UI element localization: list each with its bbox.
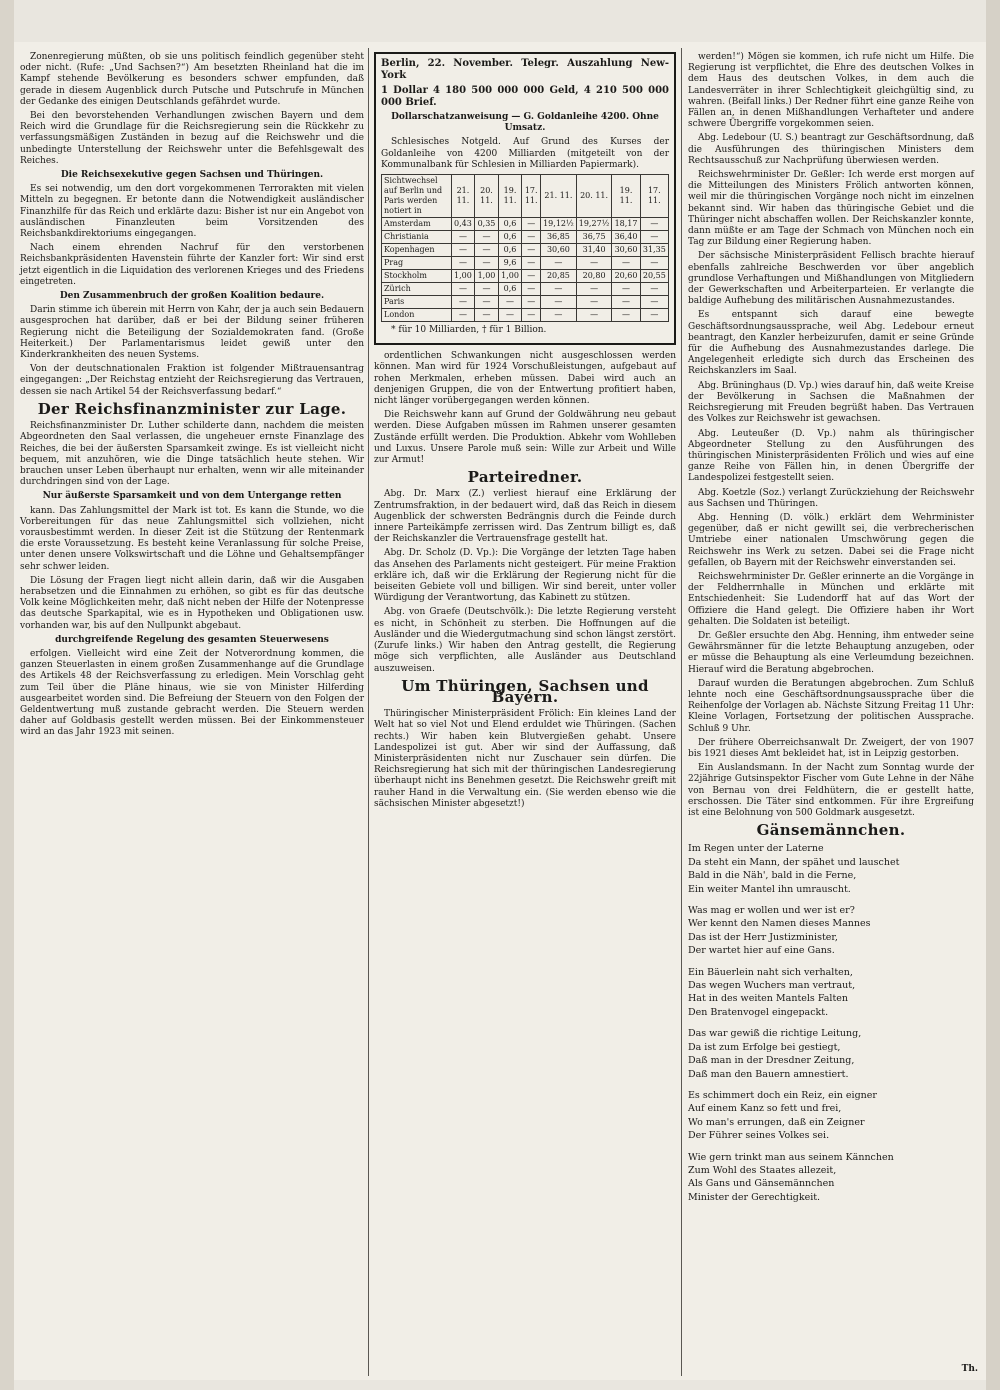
article-text: Von der deutschnationalen Fraktion ist folgender Mißtrauensantrag eingegangen: „Der Reichstag entzieht der Reichsregierung das Vertrauen, dessen sie nach Artikel 54 der Reichsverfassung bedarf.“ [20, 364, 364, 397]
exchange-headline: Berlin, 22. November. Telegr. Auszahlung New-York [381, 58, 669, 81]
table-cell: 1,00 [498, 270, 522, 283]
poem-line: Das wegen Wuchers man vertraut, [688, 980, 856, 992]
exchange-subline: Dollarschatzanweisung — G. Goldanleihe 4200. Ohne Umsatz. [391, 112, 659, 134]
column-left [20, 52, 364, 742]
poem-line: Ein weiter Mantel ihn umrauscht. [688, 883, 851, 895]
poem-line: Den Bratenvogel eingepackt. [688, 1006, 829, 1018]
table-cell: — [576, 257, 612, 270]
table-cell: — [522, 231, 541, 244]
article-text: kann. Das Zahlungsmittel der Mark ist tot. Es kann die Stunde, wo die Vorbereitungen für das neue Zahlungsmittel sich vollziehen, nicht vorausbestimmt werden. In dieser Zeit ist die Stützung der Rentenmark die erste Voraussetzung. Es besteht keine Veranlassung für solche Preise, unter denen unsere Volkswirtschaft und die Löhne und Gehaltsempfänger sehr schwer leiden. [20, 505, 364, 572]
table-cell: 0,6 [498, 244, 522, 257]
article-text: Dr. Geßler ersuchte den Abg. Henning, ihm entweder seine Gewährsmänner für die letzte Behauptung anzugeben, oder er müsse die Behauptung als eine Verleumdung bezeichnen. Hierauf wird die Beratung abgebrochen. [688, 630, 974, 675]
table-cell: — [522, 244, 541, 257]
section-headline: Der Reichsfinanzminister zur Lage. [37, 399, 347, 418]
poem-line: Hat in des weiten Mantels Falten [688, 993, 849, 1005]
table-cell: 20,80 [576, 270, 612, 283]
poem-line: Das war gewiß die richtige Leitung, [688, 1028, 862, 1040]
article-text: Abg. Ledebour (U. S.) beantragt zur Geschäftsordnung, daß die Ausführungen des thüringischen Ministers dem Rechtsausschuß zur Nachprüfung überwiesen werden. [688, 133, 974, 166]
article-text: Reichswehrminister Dr. Geßler erinnerte an die Vorgänge in der Feldherrnhalle in München und erklärte mit Entschiedenheit: Sie Ludendorff hat auf das Wort der Offiziere die Hand gelegt. Die Offiziere haben ihr Wort gehalten. Die Soldaten ist beteiligt. [688, 571, 974, 627]
table-header-cell: 21. 11. [541, 175, 577, 218]
article-text: Darin stimme ich überein mit Herrn von Kahr, der ja auch sein Bedauern ausgesprochen hat darüber, daß er bei der Bildung seiner früheren Regierung nicht die Beteiligung der Sozialdemokraten fand. (Große Heiterkeit.) Der Parlamentarismus leidet gewiß unter den Kinderkrankheiten des neuen Systems. [20, 305, 364, 361]
poem-line: Auf einem Kanz so fett und frei, [688, 1103, 842, 1115]
table-header-cell: Sichtwechsel auf Berlin und Paris werden notiert in [382, 175, 452, 218]
poem-line: Bald in die Näh', bald in die Ferne, [688, 870, 857, 882]
table-cell: — [451, 309, 475, 322]
table-cell: — [640, 283, 668, 296]
table-cell: — [522, 218, 541, 231]
column-middle [374, 52, 676, 813]
table-cell: — [576, 309, 612, 322]
article-text: Abg. Dr. Scholz (D. Vp.): Die Vorgänge der letzten Tage haben das Ansehen des Parlaments nicht gesteigert. Für meine Fraktion erkläre ich, daß wir die Erklärung der Regierung nicht für die beiseiten Gebiete voll und billigen. Wir sind bereit, unter voller Würdigung der Verantwortung, das Kabinett zu stützen. [374, 548, 676, 604]
right-page-edge [986, 0, 1000, 1390]
table-cell: — [475, 309, 499, 322]
table-cell: 9,6 [498, 257, 522, 270]
subheading: durchgreifende Regelung des gesamten Steuerwesens [55, 634, 329, 645]
article-text: Die Lösung der Fragen liegt nicht allein darin, daß wir die Ausgaben herabsetzen und die Einnahmen zu erhöhen, so gibt es für das deutsche Volk keine Möglichkeiten mehr, daß nicht neben der Hilfe der Notenpresse das deutsche Sparkapital, wie es in Hypotheken und Obligationen usw. vorhanden war, bis auf den Nullpunkt abgebaut. [20, 575, 364, 631]
article-text: Zonenregierung müßten, ob sie uns politisch feindlich gegenüber steht oder nicht. (Rufe: „Und Sachsen?“) Am besetzten Rheinland hat die im Kampf stehende Bevölkerung es besonders schwer empfunden, daß gerade in diesem Augenblick durch Putsche und Putschrufe in München der Gedanke des einigen Deutschlands gefährdet wurde. [20, 52, 364, 107]
table-cell: — [522, 309, 541, 322]
article-text: Darauf wurden die Beratungen abgebrochen. Zum Schluß lehnte noch eine Geschäftsordnungsaussprache über die Reihenfolge der Vorlagen ab. Nächste Sitzung Freitag 11 Uhr: Kleine Vorlagen, Fortsetzung der politischen Aussprache. Schluß 9 Uhr. [688, 678, 974, 734]
table-cell: 36,40 [612, 231, 640, 244]
table-cell: — [451, 244, 475, 257]
table-cell: — [612, 296, 640, 309]
table-row [382, 270, 669, 283]
table-row [382, 283, 669, 296]
table-cell: Kopenhagen [382, 244, 452, 257]
table-cell: 0,43 [451, 218, 475, 231]
table-cell: — [451, 283, 475, 296]
article-text: Abg. Leuteußer (D. Vp.) nahm als thüringischer Abgeordneter Stellung zu den Ausführungen des thüringischen Ministerpräsidenten Frölich und wies auf eine ganze Reihe von Fällen hin, in denen Übergriffe der Landespolizei festgestellt seien. [688, 428, 974, 484]
column-rule [681, 48, 682, 1376]
table-cell: — [522, 283, 541, 296]
article-text: Die Reichswehr kann auf Grund der Goldwährung neu gebaut werden. Diese Aufgaben müssen im Rahmen unserer gesamten Zustände erfüllt werden. Die Produktion. Abkehr vom Wohlleben und Luxus. Unsere Parole muß sein: Wille zur Arbeit und Wille zur Armut! [374, 410, 676, 466]
table-cell: — [541, 296, 577, 309]
table-cell: — [475, 231, 499, 244]
article-text: Es entspannt sich darauf eine bewegte Geschäftsordnungsaussprache, weil Abg. Ledebour erneut beantragt, den Kanzler herbeizurufen, damit er seine Gründe für die Aufhebung des Ausnahmezustandes darlege. Die Angelegenheit erledigte sich durch das Erscheinen des Reichskanzlers im Saal. [688, 310, 974, 377]
table-header-cell: 20. 11. [576, 175, 612, 218]
exchange-text: Schlesisches Notgeld. Auf Grund des Kurses der Goldanleihe von 4200 Milliarden (mitgeteilt von der Kommunalbank für Schlesien in Milliarden Papiermark). [381, 137, 669, 170]
table-cell: Amsterdam [382, 218, 452, 231]
subheading: Die Reichsexekutive gegen Sachsen und Thüringen. [60, 170, 324, 181]
table-cell: — [576, 283, 612, 296]
poem-line: Wo man's errungen, daß ein Zeigner [688, 1116, 865, 1128]
article-text: Abg. von Graefe (Deutschvölk.): Die letzte Regierung versteht es nicht, in Schönheit zu sterben. Die Hoffnungen auf die Ausländer und die Wiedergutmachung sind schon längst zerstört. (Zurufe links.) Wir haben den Antrag gestellt, die Regierung möge sich verpflichten, alle Ausländer aus Deutschland auszuweisen. [374, 607, 676, 674]
table-cell: — [475, 244, 499, 257]
table-row [382, 309, 669, 322]
section-headline: Parteiredner. [467, 468, 583, 487]
article-text: Bei den bevorstehenden Verhandlungen zwischen Bayern und dem Reich wird die Grundlage für die Reichsregierung sein die Rückkehr zu verfassungsmäßigen Zuständen in bezug auf die Reichswehr und die unbedingte Unterstellung der Reichswehr unter die Befehlsgewalt des Reiches. [20, 111, 364, 166]
table-cell: — [640, 231, 668, 244]
poem-line: Als Gans und Gänsemännchen [688, 1178, 835, 1190]
table-cell: — [451, 257, 475, 270]
poem-line: Da ist zum Erfolge bei gestiegt, [688, 1041, 841, 1053]
table-cell: — [451, 231, 475, 244]
poem [688, 842, 974, 1204]
article-text: Abg. Koetzle (Soz.) verlangt Zurückziehung der Reichswehr aus Sachsen und Thüringen. [688, 487, 974, 509]
poem-line: Daß man in der Dresdner Zeitung, [688, 1055, 855, 1067]
table-row [382, 231, 669, 244]
poem-stanza-gap [688, 1019, 974, 1027]
table-cell: — [475, 296, 499, 309]
article-text: Abg. Henning (D. völk.) erklärt dem Wehrminister gegenüber, daß er nicht gewillt sei, die verbrecherischen Umtriebe einer nationalen Umschwörung gegen die Reichswehr ins Werk zu setzen. Dabei sei die Frage nicht gefallen, ob Bayern mit der Reichswehr einverstanden sei. [688, 512, 974, 568]
table-cell: — [451, 296, 475, 309]
exchange-box [374, 52, 676, 345]
article-text: ordentlichen Schwankungen nicht ausgeschlossen werden können. Man wird für 1924 Vorschußleistungen, aufgebaut auf rohen Merkmalen, erheben müssen. Dabei wird auch an denjenigen Gruppen, die von der Entwertung profitiert haben, nicht länger vorübergegangen werden können. [374, 351, 676, 407]
exchange-table [381, 174, 669, 322]
table-cell: — [640, 218, 668, 231]
table-cell: — [498, 309, 522, 322]
table-cell: London [382, 309, 452, 322]
poem-line: Was mag er wollen und wer ist er? [688, 905, 855, 917]
section-headline: Gänsemännchen. [756, 821, 906, 840]
table-cell: 31,35 [640, 244, 668, 257]
left-page-edge [0, 0, 14, 1390]
table-cell: — [612, 283, 640, 296]
table-header-cell: 17. 11. [640, 175, 668, 218]
table-cell: Prag [382, 257, 452, 270]
table-header-row [382, 175, 669, 218]
table-cell: Paris [382, 296, 452, 309]
article-text: Thüringischer Ministerpräsident Frölich: Ein kleines Land der Welt hat so viel Not und Elend erduldet wie Thüringen. (Sachen rechts.) Wir haben kein Blutvergießen gehabt. Unsere Landespolizei ist gut. Aber wir sind der Auffassung, daß Ministerpräsidenten nicht nur Zuschauer sein dürfen. Die Reichsregierung hat sich mit der thüringischen Landesregierung überhaupt nicht ins Benehmen gesetzt. Die Reichswehr greift mit rauher Hand in die Verwaltung ein. (Sie werden ebenso wie die sächsischen Minister abgesetzt!) [374, 709, 676, 809]
article-text: werden!“) Mögen sie kommen, ich rufe nicht um Hilfe. Die Regierung ist verpflichtet, die Ehre des deutschen Volkes in dem Haus des deutschen Volkes, in dem auch die Landesverräter in ihrer Schlechtigkeit gleichgültig sind, zu wahren. (Beifall links.) Der Redner führt eine ganze Reihe von Fällen an, in denen Mißhandlungen Verhafteter und andere schwere Übergriffe vorgekommen seien. [688, 52, 974, 130]
poem-stanza-gap [688, 1143, 974, 1151]
subheading: Nur äußerste Sparsamkeit und von dem Untergange retten [42, 491, 342, 502]
table-header-cell: 20. 11. [475, 175, 499, 218]
article-text: Abg. Brüninghaus (D. Vp.) wies darauf hin, daß weite Kreise der Bevölkerung in Sachsen die Maßnahmen der Reichsregierung mit Freuden begrüßt haben. Das Vertrauen des Volkes zur Reichswehr ist gewachsen. [688, 380, 974, 425]
table-header-cell: 19. 11. [498, 175, 522, 218]
poem-line: Im Regen unter der Laterne [688, 843, 824, 855]
table-cell: — [498, 296, 522, 309]
table-cell: 0,6 [498, 283, 522, 296]
table-cell: — [640, 296, 668, 309]
subheading: Den Zusammenbruch der großen Koalition bedaure. [59, 291, 325, 302]
table-cell: 0,6 [498, 231, 522, 244]
table-cell: Christiania [382, 231, 452, 244]
table-cell: 31,40 [576, 244, 612, 257]
table-row [382, 296, 669, 309]
table-cell: 19,27½ [576, 218, 612, 231]
article-text: Der sächsische Ministerpräsident Fellisch brachte hierauf ebenfalls zahlreiche Beschwerden vor über angeblich grundlose Verhaftungen und Mißhandlungen von Mitgliedern der Gewerkschaften und Arbeiterparteien. Er verlangte die baldige Aufhebung des militärischen Ausnahmezustandes. [688, 251, 974, 307]
article-text: Reichsfinanzminister Dr. Luther schilderte dann, nachdem die meisten Abgeordneten den Saal verlassen, die ungeheuer ernste Finanzlage des Reiches, die bei der äußersten Sparsamkeit zwinge. Es ist vielleicht nicht bequem, mit anzuhören, wie die Dinge tatsächlich heute stehen. Wir brauchen unser Leben überhaupt nur erhalten, wenn wir alle miteinander durchdringen sind von der Lage. [20, 421, 364, 488]
column-right [688, 52, 974, 1204]
article-text: Der frühere Oberreichsanwalt Dr. Zweigert, der von 1907 bis 1921 dieses Amt bekleidet hat, ist in Leipzig gestorben. [688, 737, 974, 759]
table-cell: — [522, 270, 541, 283]
table-cell: — [612, 309, 640, 322]
table-cell: — [541, 283, 577, 296]
poem-line: Ein Bäuerlein naht sich verhalten, [688, 966, 853, 978]
table-cell: 20,85 [541, 270, 577, 283]
table-header-cell: 21. 11. [451, 175, 475, 218]
poem-line: Das ist der Herr Justizminister, [688, 931, 838, 943]
poem-line: Wie gern trinkt man aus seinem Kännchen [688, 1151, 894, 1163]
table-cell: 1,00 [475, 270, 499, 283]
article-text: Ein Auslandsmann. In der Nacht zum Sonntag wurde der 22jährige Gutsinspektor Fischer vom Gute Lehne in der Nähe von Bernau von drei Feldhütern, die er gestellt hatte, erschossen. Die Täter sind entkommen. Für ihre Ergreifung ist eine Belohnung von 500 Goldmark ausgesetzt. [688, 763, 974, 818]
poem-stanza-gap [688, 958, 974, 966]
poem-line: Der Führer seines Volkes sei. [688, 1130, 830, 1142]
table-cell: 0,35 [475, 218, 499, 231]
table-cell: 30,60 [612, 244, 640, 257]
table-cell: 0,6 [498, 218, 522, 231]
table-cell: 20,60 [612, 270, 640, 283]
table-cell: — [576, 296, 612, 309]
table-cell: Stockholm [382, 270, 452, 283]
poem-line: Minister der Gerechtigkeit. [688, 1191, 821, 1203]
table-cell: Zürich [382, 283, 452, 296]
article-text: Abg. Dr. Marx (Z.) verliest hierauf eine Erklärung der Zentrumsfraktion, in der bedauert wird, daß das Reich in diesem Augenblick der schwersten Bedrängnis durch die Feinde durch innere Parteikämpfe zerrissen wird. Das Zentrum billigt es, daß der Reichskanzler die Vertrauensfrage gestellt hat. [374, 489, 676, 545]
table-cell: — [522, 296, 541, 309]
poem-line: Wer kennt den Namen dieses Mannes [688, 918, 871, 930]
table-cell: — [612, 257, 640, 270]
table-cell: 30,60 [541, 244, 577, 257]
table-cell: 1,00 [451, 270, 475, 283]
table-cell: 36,75 [576, 231, 612, 244]
article-text: Reichswehrminister Dr. Geßler: Ich werde erst morgen auf die Mitteilungen des Ministers Frölich antworten können, weil mir die thüringischen Vorgänge noch nicht im einzelnen bekannt sind. Wir haben das thüringische Gebiet und die Thüringer nicht abschaffen wollen. Der Reichskanzler konnte, dann müßte er am Tage der Schmach von München noch ein Tag zur Bildung einer Regierung haben. [688, 170, 974, 248]
table-row [382, 257, 669, 270]
table-cell: — [475, 283, 499, 296]
table-cell: 18,17 [612, 218, 640, 231]
table-header-cell: 17. 11. [522, 175, 541, 218]
poem-stanza-gap [688, 896, 974, 904]
poem-line: Daß man den Bauern amnestiert. [688, 1068, 849, 1080]
article-text: Es sei notwendig, um den dort vorgekommenen Terrorakten mit vielen Mitteln zu begegnen. Er betonte dann die Notwendigkeit ausländischer Finanzhilfe für das Reich und erklärte dazu: Bisher ist nur ein Angebot von ausländischen Finanzleuten beim Vorsitzenden des Reichsbankdirektoriums eingegangen. [20, 184, 365, 240]
table-cell: — [475, 257, 499, 270]
poem-line: Der wartet hier auf eine Gans. [688, 945, 835, 957]
poem-line: Es schimmert doch ein Reiz, ein eigner [688, 1089, 877, 1101]
poem-line: Zum Wohl des Staates allezeit, [688, 1164, 837, 1176]
table-footnote: * für 10 Milliarden, † für 1 Billion. [391, 325, 547, 336]
table-cell: 36,85 [541, 231, 577, 244]
signature: Th. [961, 1364, 978, 1374]
section-headline: Um Thüringen, Sachsen und Bayern. [401, 676, 649, 706]
table-row [382, 218, 669, 231]
table-cell: — [640, 257, 668, 270]
poem-line: Da steht ein Mann, der spähet und lauschet [688, 856, 900, 868]
table-cell: — [541, 257, 577, 270]
table-cell: — [522, 257, 541, 270]
table-header-cell: 19. 11. [612, 175, 640, 218]
table-cell: 20,55 [640, 270, 668, 283]
table-cell: — [541, 309, 577, 322]
table-row [382, 244, 669, 257]
exchange-rate: 1 Dollar 4 180 500 000 000 Geld, 4 210 500 000 000 Brief. [381, 85, 669, 108]
article-text: erfolgen. Vielleicht wird eine Zeit der Notverordnung kommen, die ganzen Steuerlasten in einem großen Zusammenhange auf die Grundlage des Artikels 48 der Reichsverfassung zu erledigen. Mein Vorschlag geht zum Teil über die Pläne hinaus, wie sie von Minister Hilferding ausgearbeitet worden sind. Die Befreiung der Steuern von den Folgen der Geldentwertung muß zustande gebracht werden. Die Steuern werden daher auf Goldbasis gestellt werden müssen. Bei der Einkommensteuer wird an das Jahr 1923 mit seinen. [20, 648, 364, 738]
column-rule [368, 48, 369, 1376]
poem-stanza-gap [688, 1081, 974, 1089]
table-cell: 19,12½ [541, 218, 577, 231]
newspaper-page [14, 42, 986, 1380]
article-text: Nach einem ehrenden Nachruf für den verstorbenen Reichsbankpräsidenten Havenstein führte der Kanzler fort: Wir sind erst jetzt eigentlich in die Liquidation des verlorenen Krieges und des Friedens eingetreten. [20, 243, 364, 287]
table-cell: — [640, 309, 668, 322]
